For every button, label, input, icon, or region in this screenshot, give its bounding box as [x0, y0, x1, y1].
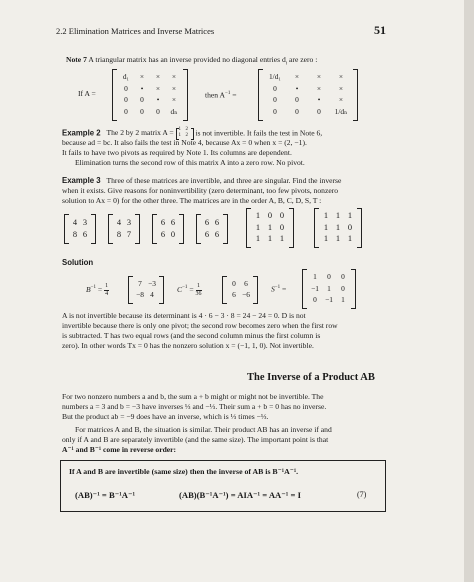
matrix-entry: 6 [232, 290, 236, 299]
matrix-entry: 1 [313, 272, 317, 282]
matrix-entry: 0 [313, 294, 317, 304]
matrix-entry: 3 [82, 217, 88, 227]
matrix-entry: × [316, 83, 322, 93]
matrix-entry: 6 [160, 217, 166, 227]
matrix-entry: 6 [214, 229, 220, 239]
note7-if-label: If A = [78, 89, 96, 98]
example3-line3: solution to Ax = 0) for the other three. The matrices are in the order A, B, C, D, S, T : [62, 196, 322, 205]
matrix-entry: 0 [140, 106, 144, 116]
matrix-entry: • [140, 83, 144, 93]
matrix-entry: 8 [72, 229, 78, 239]
matrix-entry: 0 [170, 229, 176, 239]
solution-para-3: is subtracted. T has two equal rows (and the second column minus the first column is [62, 331, 321, 340]
matrix-B [108, 214, 140, 242]
matrix-entry: 6 [160, 229, 166, 239]
matrix-entry: 0 [295, 95, 299, 105]
note7-label: Note 7 [66, 55, 87, 64]
matrix-entry: d₁ [122, 72, 130, 82]
matrix-entry: 0 [124, 106, 128, 116]
Binv-equals: = [97, 284, 103, 294]
matrix-A-triangular [112, 69, 188, 119]
Binv-sup: −1 [90, 285, 96, 291]
matrix-entry: 7 [126, 229, 132, 239]
matrix-entry: 1 [255, 222, 261, 232]
matrix-entry: 1 [323, 233, 329, 243]
section-para1-1: For two nonzero numbers a and b, the sum a + b might or might not be invertible. The [62, 392, 324, 401]
matrix-entry: 1 [255, 233, 261, 243]
Cinv-frac-den: 36 [195, 290, 202, 297]
matrix-entry: 0 [273, 95, 277, 105]
matrix-entry: 1 [335, 222, 341, 232]
matrix-S [246, 208, 294, 246]
note7-line [66, 55, 317, 70]
matrix-entry: × [155, 83, 161, 93]
then-text: then A [205, 90, 226, 100]
matrix-entry: 0 [124, 95, 128, 105]
matrix-D [196, 214, 228, 242]
matrix-entry: −6 [242, 290, 250, 299]
example2-text-b: is not invertible. It fails the test in Note 6, [195, 128, 323, 138]
Sinv-equals: = [282, 284, 287, 294]
matrix-entry: × [338, 95, 344, 105]
matrix-entry: −1 [311, 283, 319, 293]
note7-text-end: are zero : [287, 55, 318, 64]
matrix-entry: −3 [148, 279, 156, 288]
matrix-entry: 1/d₁ [268, 72, 282, 82]
note7-then-label [205, 89, 237, 101]
section-para1-2: numbers a = 3 and b = −3 have inverses ⅓ and −⅓. Their sum a + b = 0 has no inverse. [62, 402, 327, 411]
example2-label: Example 2 [62, 128, 101, 138]
then-eq: = [232, 90, 237, 100]
matrix-entry: 1 [279, 233, 285, 243]
matrix-entry: 1 [335, 233, 341, 243]
matrix-entry: 0 [317, 106, 321, 116]
section-para2-2: only if A and B are separately invertible (and the same size). The important point is that [62, 435, 329, 444]
matrix-entry: 0 [279, 222, 285, 232]
page-edge-shadow [464, 0, 474, 582]
note7-subscript: i [285, 61, 288, 67]
example2-line4: Elimination turns the second row of this matrix A into a zero row. No pivot. [75, 158, 305, 167]
matrix-entry: 7 [138, 279, 142, 288]
matrix-entry: 6 [204, 217, 210, 227]
matrix-entry: 4 [150, 290, 154, 299]
matrix-entry: 6 [214, 217, 220, 227]
page-number: 51 [374, 23, 386, 37]
box-formula-right: (AB)(B⁻¹A⁻¹) = AIA⁻¹ = AA⁻¹ = I [179, 490, 301, 500]
matrix-entry: × [171, 72, 177, 82]
matrix-C [152, 214, 184, 242]
example3-text1: Three of these matrices are invertible, and three are singular. Find the inverse [106, 176, 342, 185]
matrix-entry: 1 [341, 294, 345, 304]
Cinv-equals: = [189, 284, 194, 294]
matrix-entry: −1 [325, 294, 333, 304]
Binv-eq [86, 283, 109, 297]
matrix-entry: × [316, 72, 322, 82]
ex2-m-11: 2 [185, 132, 189, 138]
matrix-entry: 3 [126, 217, 132, 227]
matrix-T [314, 208, 362, 246]
matrix-entry: 0 [232, 279, 236, 288]
matrix-A-inverse [258, 69, 358, 119]
product-inverse-box [60, 460, 386, 512]
matrix-entry: 1 [327, 283, 331, 293]
matrix-entry: 0 [347, 222, 353, 232]
example2-text-a: The 2 by 2 matrix A = [106, 128, 174, 138]
matrix-entry: × [139, 72, 145, 82]
matrix-entry: • [295, 83, 299, 93]
Sinv-eq [271, 283, 286, 295]
Binv-frac-den: 4 [105, 290, 109, 297]
matrix-entry: 0 [273, 83, 277, 93]
matrix-entry: 0 [341, 272, 345, 282]
matrix-entry: × [338, 83, 344, 93]
section-para2-1: For matrices A and B, the situation is similar. Their product AB has an inverse if and [75, 425, 332, 434]
matrix-entry: 1 [347, 233, 353, 243]
matrix-entry: • [317, 95, 321, 105]
Cinv-sup: −1 [182, 285, 188, 291]
matrix-entry: 1 [323, 222, 329, 232]
matrix-entry: 0 [140, 95, 144, 105]
then-sup: −1 [225, 91, 231, 96]
matrix-entry: 0 [295, 106, 299, 116]
Sinv-sup: −1 [274, 285, 281, 290]
matrix-entry: 0 [267, 211, 273, 221]
matrix-entry: 6 [170, 217, 176, 227]
matrix-entry: 4 [116, 217, 122, 227]
matrix-entry: 1 [255, 211, 261, 221]
matrix-B-inverse [128, 276, 164, 302]
solution-para-1: A is not invertible because its determinant is 4 · 6 − 3 · 8 = 24 − 24 = 0. D is not [62, 311, 306, 320]
solution-para-4: zero). In other words Tx = 0 has the nonzero solution x = (−1, 1, 0). Not invertible. [62, 341, 314, 350]
matrix-entry: × [155, 72, 161, 82]
matrix-entry: 0 [273, 106, 277, 116]
matrix-entry: 0 [124, 83, 128, 93]
matrix-entry: 0 [341, 283, 345, 293]
matrix-entry: 6 [204, 229, 210, 239]
matrix-entry: 6 [244, 279, 248, 288]
Cinv-eq [177, 283, 202, 297]
matrix-entry: 4 [72, 217, 78, 227]
matrix-entry: 1 [335, 211, 341, 221]
ex2-m-01: 2 [185, 127, 189, 132]
Sinv-letter: S [271, 284, 275, 294]
example2-line2: because ad = bc. It also fails the test in Note 4, because Ax = 0 when x = (2, −1). [62, 138, 307, 147]
matrix-entry: 1 [347, 211, 353, 221]
matrix-S-inverse [302, 269, 356, 307]
matrix-entry: × [171, 83, 177, 93]
matrix-entry: 0 [156, 106, 160, 116]
matrix-entry: 1/dₙ [334, 106, 348, 116]
matrix-C-inverse [222, 276, 258, 302]
matrix-entry: 1 [323, 211, 329, 221]
matrix-entry: 1 [267, 222, 273, 232]
matrix-entry: × [294, 72, 300, 82]
Binv-letter: B [86, 284, 91, 294]
section-title: The Inverse of a Product AB [247, 372, 375, 383]
running-header: 2.2 Elimination Matrices and Inverse Matrices [56, 26, 215, 36]
matrix-entry: × [171, 95, 177, 105]
box-equation-number: (7) [357, 490, 367, 499]
matrix-entry: 6 [82, 229, 88, 239]
example2-line3: It fails to have two pivots as required by Note 1. Its columns are dependent. [62, 148, 292, 157]
note7-text: A triangular matrix has an inverse provided no diagonal entries d [88, 55, 286, 64]
matrix-entry: 8 [116, 229, 122, 239]
ex2-m-00: 1 [178, 127, 182, 132]
matrix-entry: 0 [279, 211, 285, 221]
example3-line2: when it exists. Give reasons for noninvertibility (zero determinant, too few pivots, nonzero [62, 186, 339, 195]
example3-line1 [62, 176, 341, 186]
matrix-entry: 1 [267, 233, 273, 243]
Binv-frac-num: 1 [105, 283, 109, 289]
matrix-entry: × [338, 72, 344, 82]
matrix-entry: 0 [327, 272, 331, 282]
matrix-entry: −8 [136, 290, 144, 299]
example3-label: Example 3 [62, 176, 101, 185]
section-para1-3: But the product ab = −9 does have an inverse, which is ⅓ times −⅓. [62, 412, 269, 421]
matrix-entry: dₙ [170, 106, 178, 116]
solution-para-2: invertible because there is only one pivot; the second row becomes zero when the first row [62, 321, 338, 330]
ex2-m-10: 1 [178, 132, 182, 138]
matrix-A [64, 214, 96, 242]
matrix-entry: • [156, 95, 160, 105]
solution-label: Solution [62, 258, 94, 267]
section-para2-3: A⁻¹ and B⁻¹ come in reverse order: [62, 445, 177, 454]
box-formula-left: (AB)⁻¹ = B⁻¹A⁻¹ [75, 490, 136, 500]
Cinv-frac-num: 1 [197, 283, 201, 289]
box-statement: If A and B are invertible (same size) then the inverse of AB is B⁻¹A⁻¹. [69, 467, 299, 476]
Cinv-letter: C [177, 284, 183, 294]
